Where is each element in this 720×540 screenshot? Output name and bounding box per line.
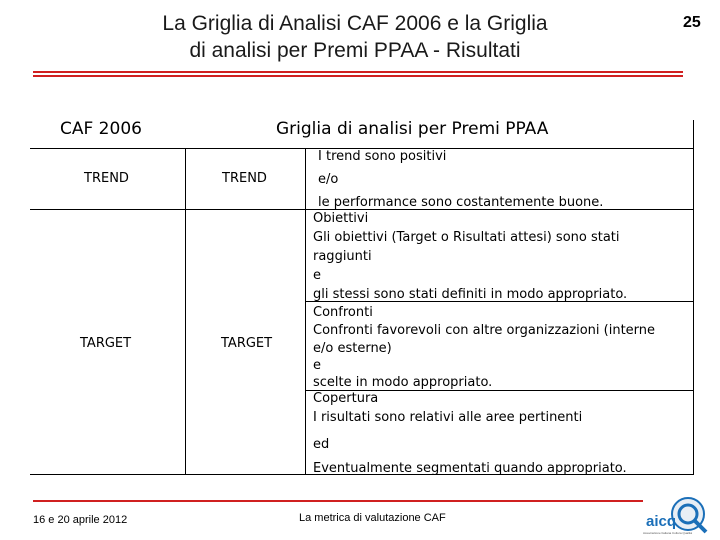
header-caf-2006: CAF 2006 (60, 119, 142, 139)
copertura-text-1: I risultati sono relativi alle aree pertinenti (313, 410, 583, 425)
page-number: 25 (683, 14, 701, 31)
logo-text: aicq (646, 513, 677, 530)
table-line-left-divider (185, 148, 186, 474)
copertura-text-3: Eventualmente segmentati quando appropriato. (313, 461, 627, 476)
title-rule-top (33, 71, 683, 73)
slide-title (110, 10, 600, 64)
title-line-2: di analisi per Premi PPAA - Risultati (189, 39, 521, 62)
trend-text-2: e/o (318, 172, 339, 187)
confronti-text-1: Confronti favorevoli con altre organizzazioni (interne (313, 323, 656, 338)
obiettivi-text-4: gli stessi sono stati definiti in modo appropriato. (313, 287, 628, 302)
footer-rule-left (33, 500, 278, 502)
obiettivi-text-3: e (313, 268, 321, 283)
footer-rule-right (278, 500, 643, 502)
label-trend-premi: TREND (222, 171, 267, 186)
label-trend-caf: TREND (84, 171, 129, 186)
trend-text-1: I trend sono positivi (318, 149, 447, 164)
title-rule-bottom (33, 75, 683, 77)
obiettivi-heading: Obiettivi (313, 211, 369, 226)
copertura-text-2: ed (313, 437, 330, 452)
obiettivi-text-2: raggiunti (313, 249, 372, 264)
obiettivi-text-1: Gli obiettivi (Target o Risultati attesi) sono stati (313, 230, 620, 245)
confronti-text-3: e (313, 358, 321, 373)
header-griglia-premi: Griglia di analisi per Premi PPAA (276, 119, 549, 139)
label-target-caf: TARGET (80, 336, 132, 351)
table-line-right-divider (693, 120, 694, 475)
label-target-premi: TARGET (221, 336, 273, 351)
confronti-text-2: e/o esterne) (313, 341, 392, 356)
confronti-text-4: scelte in modo appropriato. (313, 375, 493, 390)
footer-title: La metrica di valutazione CAF (299, 512, 446, 524)
copertura-heading: Copertura (313, 391, 379, 406)
title-line-1: La Griglia di Analisi CAF 2006 e la Griglia (162, 12, 548, 35)
footer-date: 16 e 20 aprile 2012 (33, 514, 128, 526)
logo-subtext: Associazione Italiana Cultura Qualità (643, 531, 693, 535)
table-line-mid-divider (305, 148, 306, 474)
confronti-heading: Confronti (313, 305, 373, 320)
trend-text-3: le performance sono costantemente buone. (318, 195, 604, 210)
